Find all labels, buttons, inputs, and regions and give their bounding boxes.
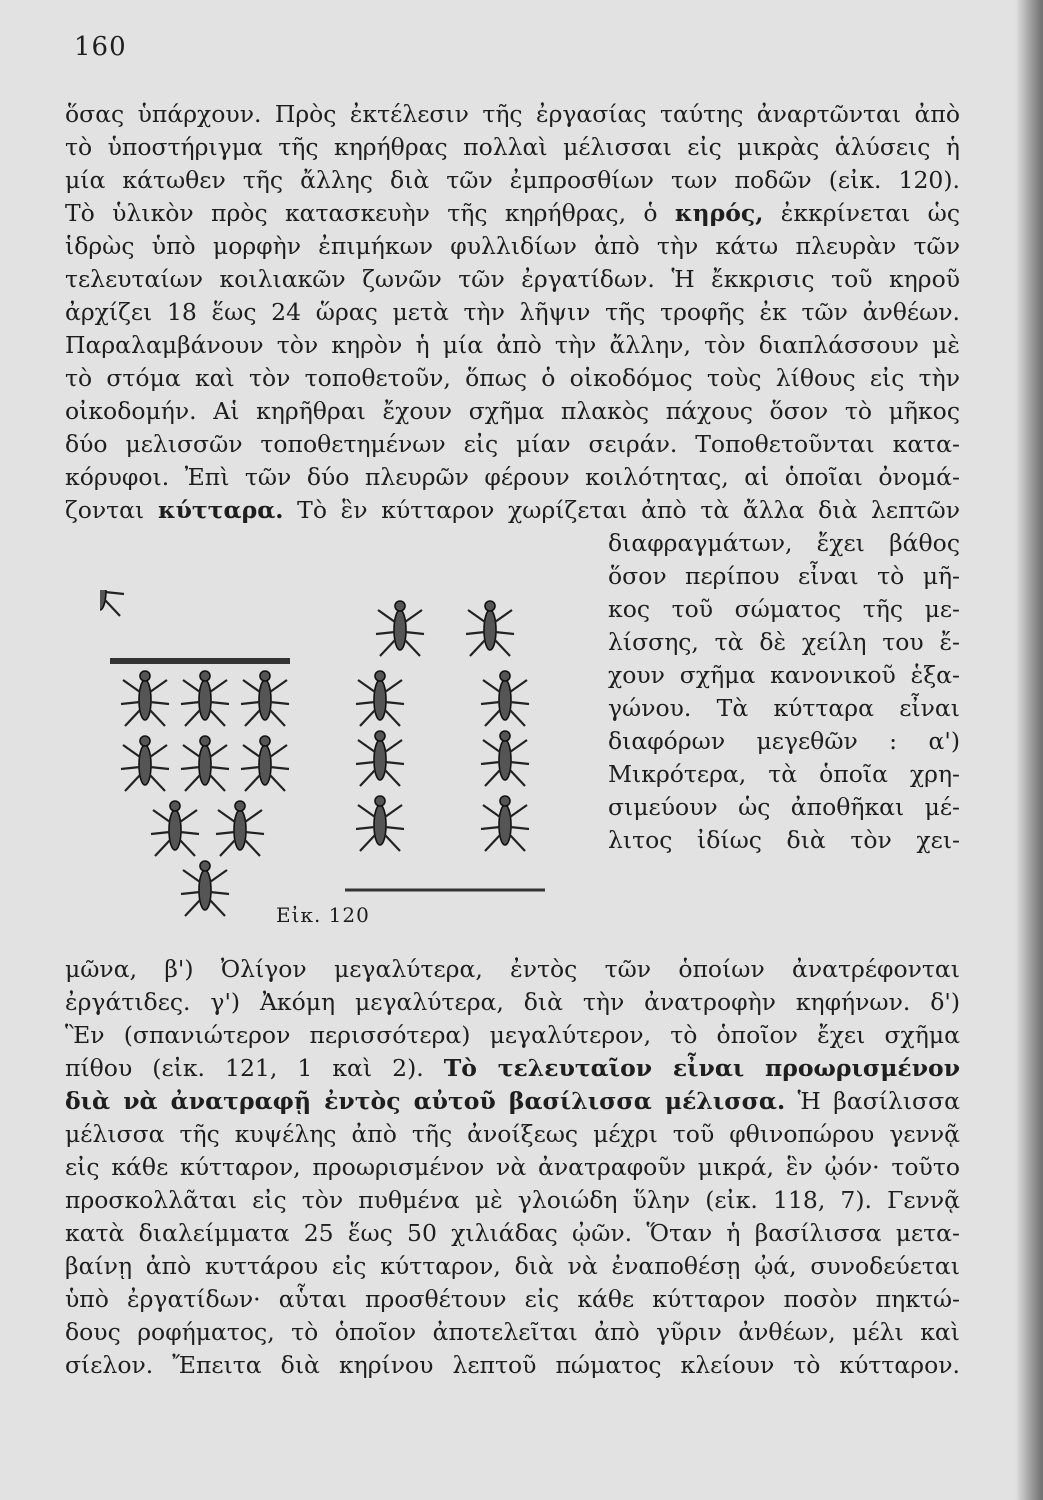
bee-icon — [356, 796, 404, 851]
side-text-line: κος τοῦ σώματος τῆς με- — [608, 595, 960, 623]
page-number: 160 — [74, 32, 127, 62]
figure-caption: Εἰκ. 120 — [276, 903, 370, 927]
text-line: οἰκοδομήν. Αἱ κηρῆθραι ἔχουν σχῆμα πλακὸς πάχους ὅσον τὸ μῆκος — [65, 397, 960, 425]
comb-support-bar — [110, 658, 290, 664]
bee-icon — [100, 590, 124, 616]
bee-icon — [481, 796, 529, 851]
side-text-line: διαφόρων μεγεθῶν : α') — [608, 727, 960, 755]
bold-sentence: Τὸ τελευταῖον εἶναι προωρισμένον — [443, 1054, 960, 1082]
bee-icon — [466, 601, 514, 656]
bee-icon — [356, 731, 404, 786]
page-edge-shadow — [1015, 0, 1043, 1500]
bee-icon — [181, 671, 229, 726]
text-line: προσκολλᾶται εἰς τὸν πυθμένα μὲ γλοιώδη ὕλην (εἰκ. 118, 7). Γεννᾷ — [65, 1186, 960, 1214]
text-line: τὸ στόμα καὶ τὸν τοποθετοῦν, ὅπως ὁ οἰκοδόμος τοὺς λίθους εἰς τὴν — [65, 364, 960, 392]
text-line: δους ροφήματος, τὸ ὁποῖον ἀποτελεῖται ἀπὸ γῦριν ἀνθέων, μέλι καὶ — [65, 1318, 960, 1346]
text-line: βαίνῃ ἀπὸ κυττάρου εἰς κύτταρον, διὰ νὰ ἐναποθέσῃ ᾠά, συνοδεύεται — [65, 1252, 960, 1280]
side-text-line: λίσσης, τὰ δὲ χείλη του ἔ- — [608, 628, 960, 656]
side-text-line: γώνου. Τὰ κύτταρα εἶναι — [608, 694, 960, 722]
bee-icon — [481, 731, 529, 786]
bold-term: κύτταρα. — [157, 496, 284, 524]
text-line: μῶνα, β') Ὀλίγον μεγαλύτερα, ἐντὸς τῶν ὁποίων ἀνατρέφονται — [65, 955, 960, 983]
text-line: ἀρχίζει 18 ἕως 24 ὥρας μετὰ τὴν λῆψιν τῆς τροφῆς ἐκ τῶν ἀνθέων. — [65, 298, 960, 326]
bee-icon — [241, 736, 289, 791]
text-line: ζονται κύτταρα. Τὸ ἓν κύτταρον χωρίζεται ἀπὸ τὰ ἄλλα διὰ λεπτῶν — [65, 496, 960, 524]
bee-icon — [121, 671, 169, 726]
text-line: διὰ νὰ ἀνατραφῇ ἐντὸς αὐτοῦ βασίλισσα μέλισσα. Ἡ βασίλισσα — [65, 1087, 961, 1115]
text-line: πίθου (εἰκ. 121, 1 καὶ 2). Τὸ τελευταῖον εἶναι προωρισμένον — [65, 1054, 960, 1082]
bold-term: κηρός, — [674, 199, 764, 227]
bee-icon — [241, 671, 289, 726]
text-line: μέλισσα τῆς κυψέλης ἀπὸ τῆς ἀνοίξεως μέχρι τοῦ φθινοπώρου γεννᾷ — [65, 1120, 960, 1148]
side-text-line: χουν σχῆμα κανονικοῦ ἑξα- — [608, 661, 960, 689]
side-text-line: ὅσον περίπου εἶναι τὸ μῆ- — [608, 562, 960, 590]
bee-icon — [216, 801, 264, 856]
text-line: τελευταίων κοιλιακῶν ζωνῶν τῶν ἐργατίδων. Ἡ ἔκκρισις τοῦ κηροῦ — [65, 265, 960, 293]
bee-icon — [481, 671, 529, 726]
bee-icon — [181, 736, 229, 791]
text-line: σίελον. Ἔπειτα διὰ κηρίνου λεπτοῦ πώματος κλείουν τὸ κύτταρον. — [65, 1351, 960, 1379]
text-line: μία κάτωθεν τῆς ἄλλης διὰ τῶν ἐμπροσθίων των ποδῶν (εἰκ. 120). — [65, 166, 960, 194]
text-line: ὅσας ὑπάρχουν. Πρὸς ἐκτέλεσιν τῆς ἐργασίας ταύτης ἀναρτῶνται ἀπὸ — [65, 100, 960, 128]
text-line: Τὸ ὑλικὸν πρὸς κατασκευὴν τῆς κηρήθρας, ὁ κηρός, ἐκκρίνεται ὡς — [65, 199, 961, 227]
bee-icon — [121, 736, 169, 791]
text-line: ἐργάτιδες. γ') Ἀκόμη μεγαλύτερα, διὰ τὴν ἀνατροφὴν κηφήνων. δ') — [65, 988, 960, 1016]
text-line: ὑπὸ ἐργατίδων· αὗται προσθέτουν εἰς κάθε κύτταρον ποσὸν πηκτώ- — [65, 1285, 960, 1313]
side-text-line: διαφραγμάτων, ἔχει βάθος — [608, 529, 960, 557]
text-line: κόρυφοι. Ἐπὶ τῶν δύο πλευρῶν φέρουν κοιλότητας, αἱ ὁποῖαι ὀνομά- — [65, 463, 960, 491]
side-text-line: Μικρότερα, τὰ ὁποῖα χρη- — [608, 760, 960, 788]
side-text-line: σιμεύουν ὡς ἀποθῆκαι μέ- — [608, 793, 960, 821]
bee-icon — [151, 801, 199, 856]
text-line: εἰς κάθε κύτταρον, προωρισμένον νὰ ἀνατραφοῦν μικρά, ἓν ᾠόν· τοῦτο — [65, 1153, 960, 1181]
side-text-line: λιτος ἰδίως διὰ τὸν χει- — [608, 826, 960, 854]
text-line: ἱδρὼς ὑπὸ μορφὴν ἐπιμήκων φυλλιδίων ἀπὸ τὴν κάτω πλευρὰν τῶν — [65, 232, 960, 260]
bold-sentence: διὰ νὰ ἀνατραφῇ ἐντὸς αὐτοῦ βασίλισσα μέλισσα. — [65, 1087, 786, 1115]
text-line: Παραλαμβάνουν τὸν κηρὸν ἡ μία ἀπὸ τὴν ἄλλην, τὸν διαπλάσσουν μὲ — [65, 331, 960, 359]
bee-icon — [181, 861, 229, 916]
bee-icon — [356, 671, 404, 726]
bee-chains-illustration — [100, 590, 600, 940]
bee-icon — [376, 601, 424, 656]
text-line: Ἓν (σπανιώτερον περισσότερα) μεγαλύτερον, τὸ ὁποῖον ἔχει σχῆμα — [65, 1021, 960, 1049]
text-line: τὸ ὑποστήριγμα τῆς κηρήθρας πολλαὶ μέλισσαι εἰς μικρὰς ἁλύσεις ἡ — [65, 133, 960, 161]
text-line: κατὰ διαλείμματα 25 ἕως 50 χιλιάδας ᾠῶν. Ὅταν ἡ βασίλισσα μετα- — [65, 1219, 960, 1247]
text-line: δύο μελισσῶν τοποθετημένων εἰς μίαν σειράν. Τοποθετοῦνται κατα- — [65, 430, 960, 458]
